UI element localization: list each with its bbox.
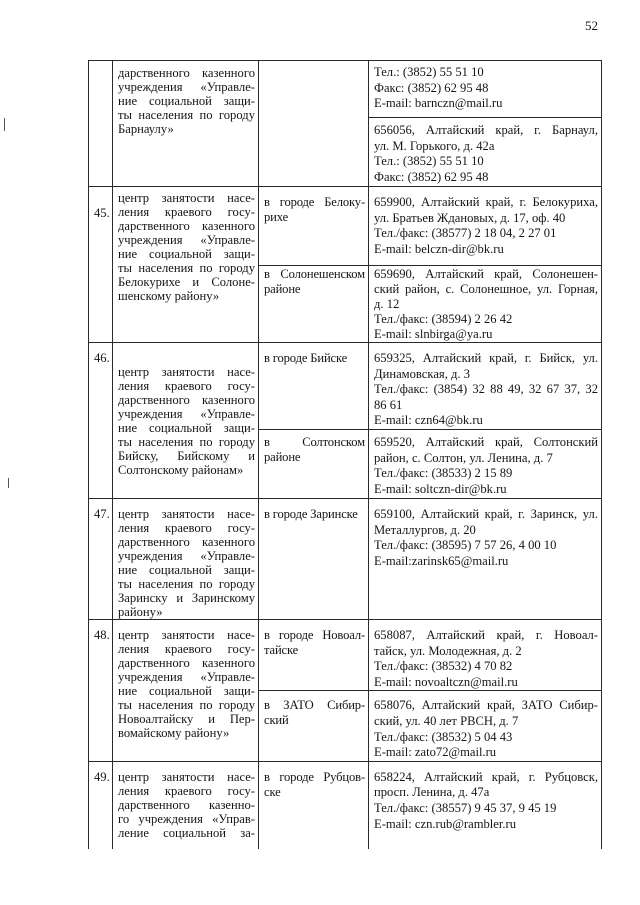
organization-line: Бийску, Бийскому и bbox=[118, 449, 255, 463]
organization-line: ления краевого госу- bbox=[118, 520, 255, 535]
organization-line: Белокурихе и Солоне- bbox=[118, 275, 255, 289]
organization-line: дарственного казенного bbox=[118, 655, 255, 670]
contact-line: ский район, с. Солонешное, ул. Горная, bbox=[374, 282, 598, 296]
organization-line: шенскому району» bbox=[118, 289, 220, 303]
organization-line: ления краевого госу- bbox=[118, 205, 255, 219]
organization-line: дарственного казенного bbox=[118, 219, 255, 233]
contact-line: E-mail: zato72@mail.ru bbox=[374, 745, 497, 760]
location-cell bbox=[259, 498, 369, 619]
contact-line: Тел./факс: (38595) 7 57 26, 4 00 10 bbox=[374, 538, 557, 553]
contact-line: E-mail: barnczn@mail.ru bbox=[374, 96, 503, 111]
location-cell bbox=[259, 619, 369, 690]
organization-line: вомайскому району» bbox=[118, 725, 230, 740]
contact-line: 658076, Алтайский край, ЗАТО Сибир- bbox=[374, 698, 598, 713]
organization-line: ты населения по городу bbox=[118, 697, 255, 712]
row-number-cell bbox=[89, 761, 113, 849]
row-number: 49. bbox=[94, 769, 110, 784]
table-row bbox=[89, 498, 602, 619]
organization-line: ты населения по городу bbox=[118, 435, 255, 449]
contact-cell bbox=[369, 691, 602, 761]
contact-line: E-mail: belczn-dir@bk.ru bbox=[374, 241, 504, 256]
organization-line: ты населения по городу bbox=[118, 108, 255, 122]
location-line: рихе bbox=[264, 210, 289, 224]
organization-line: ние социальной защи- bbox=[118, 247, 255, 261]
organization-line: центр занятости насе- bbox=[118, 191, 255, 205]
table-row bbox=[89, 61, 602, 118]
contact-line: ский, ул. 40 лет РВСН, д. 7 bbox=[374, 713, 519, 728]
contact-line: ул. М. Горького, д. 42а bbox=[374, 138, 495, 153]
contact-line: просп. Ленина, д. 47а bbox=[374, 785, 490, 800]
page-number: 52 bbox=[585, 18, 598, 33]
location-line: в городе Новоал- bbox=[264, 627, 365, 642]
contact-cell bbox=[369, 498, 602, 619]
contact-line: Тел.: (3852) 55 51 10 bbox=[374, 154, 484, 169]
contact-cell bbox=[369, 761, 602, 849]
organization-line: дарственного казенного bbox=[118, 66, 255, 80]
contact-line: 658087, Алтайский край, г. Новоал- bbox=[374, 627, 598, 642]
location-line: в Солонешенском bbox=[264, 267, 365, 281]
contact-line: д. 12 bbox=[374, 297, 400, 311]
contact-cell bbox=[369, 118, 602, 187]
contact-line: E-mail: soltczn-dir@bk.ru bbox=[374, 481, 507, 496]
organization-cell bbox=[113, 619, 259, 761]
location-cell bbox=[259, 691, 369, 761]
row-number-cell bbox=[89, 343, 113, 499]
organization-line: ление социальной за- bbox=[118, 825, 255, 840]
contact-line: Факс: (3852) 62 95 48 bbox=[374, 80, 489, 95]
contact-cell bbox=[369, 429, 602, 498]
organization-line: ние социальной защи- bbox=[118, 421, 255, 435]
row-number: 45. bbox=[94, 206, 110, 220]
table-row bbox=[89, 187, 602, 266]
row-number-cell bbox=[89, 61, 113, 187]
location-cell bbox=[259, 266, 369, 343]
scan-mark bbox=[4, 118, 5, 131]
row-number-cell bbox=[89, 619, 113, 761]
organization-line: дарственного казенного bbox=[118, 534, 255, 549]
location-cell bbox=[259, 343, 369, 430]
organization-line: учреждения «Управле- bbox=[118, 669, 255, 684]
contact-cell bbox=[369, 619, 602, 690]
contact-line: Тел./факс: (38594) 2 26 42 bbox=[374, 312, 513, 326]
row-number: 46. bbox=[94, 351, 110, 365]
location-line: в городе Рубцов- bbox=[264, 769, 365, 784]
location-line: районе bbox=[264, 282, 301, 296]
row-number-cell bbox=[89, 498, 113, 619]
scan-mark bbox=[8, 478, 9, 488]
organization-line: го учреждения «Управ- bbox=[118, 811, 255, 826]
organization-line: Барнаулу» bbox=[118, 122, 174, 136]
organization-line: ты населения по городу bbox=[118, 261, 255, 275]
organization-line: ние социальной защи- bbox=[118, 562, 255, 577]
contact-line: 659900, Алтайский край, г. Белокуриха, bbox=[374, 195, 598, 209]
organization-line: Новоалтайску и Пер- bbox=[118, 711, 255, 726]
contact-line: Тел./факс: (38557) 9 45 37, 9 45 19 bbox=[374, 800, 557, 815]
location-line: ске bbox=[264, 784, 281, 799]
organization-line: центр занятости насе- bbox=[118, 365, 255, 379]
contact-line: 658224, Алтайский край, г. Рубцовск, bbox=[374, 769, 598, 784]
location-line: в городе Заринске bbox=[264, 506, 358, 521]
contact-line: Тел.: (3852) 55 51 10 bbox=[374, 65, 484, 79]
contact-line: Тел./факс: (38532) 4 70 82 bbox=[374, 659, 513, 674]
location-line: районе bbox=[264, 449, 301, 464]
contact-line: E-mail:zarinsk65@mail.ru bbox=[374, 553, 509, 568]
table-row bbox=[89, 343, 602, 430]
contact-line: 659690, Алтайский край, Солонешен- bbox=[374, 267, 598, 281]
contact-line: 659520, Алтайский край, Солтонский bbox=[374, 434, 598, 449]
organization-line: дарственного казенного bbox=[118, 393, 255, 407]
organization-line: ления краевого госу- bbox=[118, 641, 255, 656]
contact-line: Тел./факс: (38533) 2 15 89 bbox=[374, 466, 513, 481]
organization-line: центр занятости насе- bbox=[118, 627, 255, 642]
organization-line: центр занятости насе- bbox=[118, 769, 255, 784]
location-line: в Солтонском bbox=[264, 434, 365, 449]
contact-line: E-mail: czn.rub@rambler.ru bbox=[374, 816, 517, 831]
contact-line: 659100, Алтайский край, г. Заринск, ул. bbox=[374, 506, 598, 521]
contact-line: тайск, ул. Молодежная, д. 2 bbox=[374, 643, 522, 658]
contact-line: Тел./факс: (3854) 32 88 49, 32 67 37, 32 bbox=[374, 382, 598, 397]
table-body bbox=[89, 61, 602, 850]
location-cell bbox=[259, 429, 369, 498]
location-cell bbox=[259, 187, 369, 266]
contact-line: E-mail: slnbirga@ya.ru bbox=[374, 327, 493, 341]
table-row bbox=[89, 761, 602, 849]
contact-line: Тел./факс: (38577) 2 18 04, 2 27 01 bbox=[374, 226, 557, 241]
organization-cell bbox=[113, 761, 259, 849]
organization-line: учреждения «Управле- bbox=[118, 548, 255, 563]
table-row bbox=[89, 619, 602, 690]
contact-line: Динамовская, д. 3 bbox=[374, 366, 470, 381]
contact-line: 86 61 bbox=[374, 397, 403, 412]
location-line: тайске bbox=[264, 642, 299, 657]
organization-cell bbox=[113, 343, 259, 499]
location-line: в городе Бийске bbox=[264, 351, 348, 365]
contact-cell bbox=[369, 266, 602, 343]
location-line: в городе Белоку- bbox=[264, 195, 365, 209]
employment-centers-table bbox=[88, 60, 602, 849]
organization-cell bbox=[113, 187, 259, 343]
row-number: 47. bbox=[94, 506, 110, 521]
contact-line: Металлургов, д. 20 bbox=[374, 522, 476, 537]
organization-line: дарственного казенно- bbox=[118, 797, 255, 812]
organization-cell bbox=[113, 498, 259, 619]
organization-line: ние социальной защи- bbox=[118, 94, 255, 108]
contact-line: 659325, Алтайский край, г. Бийск, ул. bbox=[374, 351, 598, 365]
organization-line: Солтонскому районам» bbox=[118, 463, 244, 477]
row-number: 48. bbox=[94, 627, 110, 642]
contact-line: ул. Братьев Ждановых, д. 17, оф. 40 bbox=[374, 210, 566, 225]
contact-cell bbox=[369, 187, 602, 266]
contact-line: E-mail: czn64@bk.ru bbox=[374, 413, 483, 428]
contact-line: 656056, Алтайский край, г. Барнаул, bbox=[374, 123, 598, 137]
location-line: в ЗАТО Сибир- bbox=[264, 698, 365, 713]
contact-line: E-mail: novoaltczn@mail.ru bbox=[374, 674, 518, 689]
location-cell bbox=[259, 61, 369, 187]
contact-cell bbox=[369, 343, 602, 430]
organization-cell bbox=[113, 61, 259, 187]
contact-line: район, с. Солтон, ул. Ленина, д. 7 bbox=[374, 450, 553, 465]
contact-cell bbox=[369, 61, 602, 118]
contact-line: Факс: (3852) 62 95 48 bbox=[374, 169, 489, 184]
contact-line: Тел./факс: (38532) 5 04 43 bbox=[374, 729, 513, 744]
organization-line: Заринску и Заринскому bbox=[118, 590, 255, 605]
organization-line: ления краевого госу- bbox=[118, 379, 255, 393]
organization-line: ние социальной защи- bbox=[118, 683, 255, 698]
organization-line: учреждения «Управле- bbox=[118, 407, 255, 421]
location-cell bbox=[259, 761, 369, 849]
organization-line: центр занятости насе- bbox=[118, 506, 255, 521]
organization-line: учреждения «Управле- bbox=[118, 80, 255, 94]
row-number-cell bbox=[89, 187, 113, 343]
organization-line: ты населения по городу bbox=[118, 576, 255, 591]
organization-line: учреждения «Управле- bbox=[118, 233, 255, 247]
location-line: ский bbox=[264, 713, 289, 728]
organization-line: ления краевого госу- bbox=[118, 783, 255, 798]
organization-line: району» bbox=[118, 604, 163, 619]
